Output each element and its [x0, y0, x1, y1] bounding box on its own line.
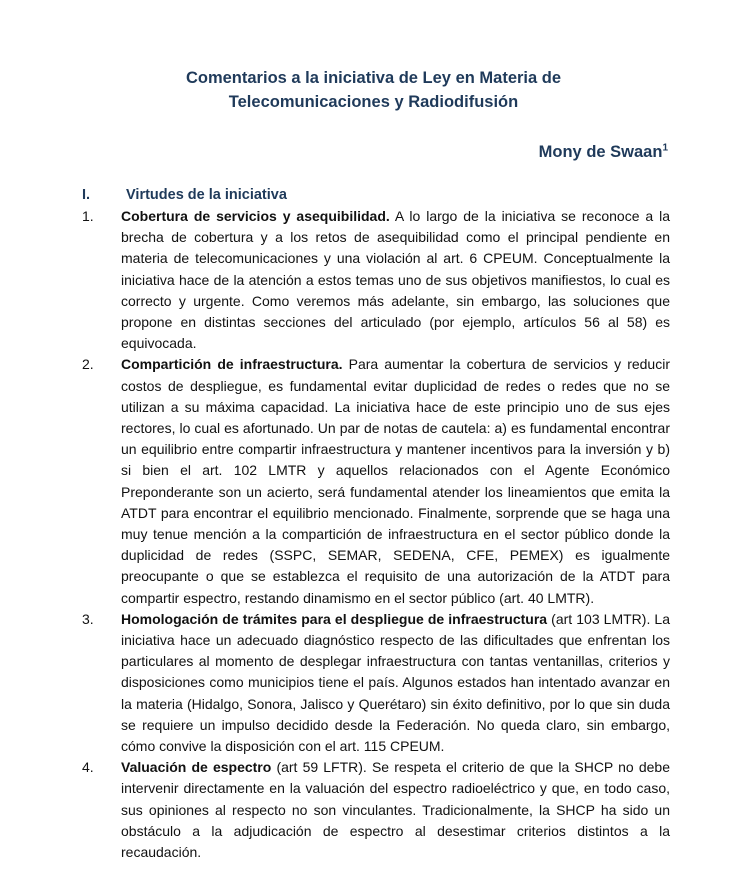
item-number: 4. — [82, 759, 94, 776]
author-name — [539, 140, 668, 164]
item-text: (art 103 LMTR). La iniciativa hace un adecuado diagnóstico respecto de las dificultades que enfrentan los particulares al momento de desplegar infraestructura con tantas ventanillas, criterios y disposiciones como municipios tiene el país. Algunos estados han intentado avanzar en la materia (Hidalgo, Sonora, Jalisco y Querétaro) sin éxito definitivo, por lo que sin duda se requiere un impulso decidido desde la Federación. No queda claro, sin embargo, cómo convive la disposición con el art. 115 CPEUM. — [121, 610, 670, 755]
section-number: I. — [82, 187, 91, 203]
section-heading — [82, 184, 287, 206]
item-lead: Compartición de infraestructura. — [121, 356, 343, 373]
item-text: (art 59 LFTR). Se respeta el criterio de que la SHCP no debe intervenir directamente en la valuación del espectro radioeléctrico y que, en todo caso, sus opiniones al respecto no son vinculantes. Tradicionalmente, la SHCP ha sido un obstáculo a la adjudicación de espectro al desestimar criterios distintos a la recaudación. — [121, 759, 670, 861]
item-lead: Valuación de espectro — [121, 759, 272, 776]
document-title — [0, 66, 747, 114]
list-item — [82, 609, 670, 757]
section-title: Virtudes de la iniciativa — [126, 187, 287, 203]
item-number: 1. — [82, 208, 94, 224]
item-lead: Homologación de trámites para el despliegue de infraestructura — [121, 610, 548, 627]
list-item — [82, 354, 670, 608]
title-line-1: Comentarios a la iniciativa de Ley en Materia de — [185, 69, 562, 87]
item-number: 2. — [82, 356, 94, 373]
item-text: A lo largo de la iniciativa se reconoce a la brecha de cobertura y a los retos de asequibilidad como el principal pendiente en materia de telecomunicaciones y una violación al art. 6 CPEUM. Conceptualmente la iniciativa hace de la atención a estos temas uno de sus objetivos manifiestos, lo cual es correcto y urgente. Como veremos más adelante, sin embargo, las soluciones que propone en distintas secciones del articulado (por ejemplo, artículos 56 al 58) es equivocada. — [121, 208, 671, 352]
item-number: 3. — [82, 610, 94, 627]
list-item — [82, 757, 670, 863]
item-text: Para aumentar la cobertura de servicios y reducir costos de despliegue, es fundamental evitar duplicidad de redes o redes que no se utilizan a su máxima capacidad. La iniciativa hace de este principio uno de sus ejes rectores, lo cual es afortunado. Un par de notas de cautela: a) es fundamental encontrar un equilibrio entre compartir infraestructura y mantener incentivos para la inversión y b) si bien el art. 102 LMTR y aquellos relacionados con el Agente Económico Preponderante son un acierto, será fundamental atender los lineamientos que emita la ATDT para encontrar el equilibrio mencionado. Finalmente, sorprende que se haga una muy tenue mención a la compartición de infraestructura en el sector público donde la duplicidad de redes (SSPC, SEMAR, SEDENA, CFE, PEMEX) es igualmente preocupante o que se establezca el requisito de una autorización de la ATDT para compartir espectro, restando dinamismo en el sector público (art. 40 LMTR). — [121, 356, 670, 606]
numbered-list — [82, 206, 670, 863]
list-item — [82, 206, 670, 354]
item-lead: Cobertura de servicios y asequibilidad. — [121, 208, 390, 224]
title-line-2: Telecomunicaciones y Radiodifusión — [228, 93, 519, 111]
author-footnote-marker[interactable]: 1 — [662, 142, 668, 154]
author-text: Mony de Swaan — [538, 143, 663, 161]
